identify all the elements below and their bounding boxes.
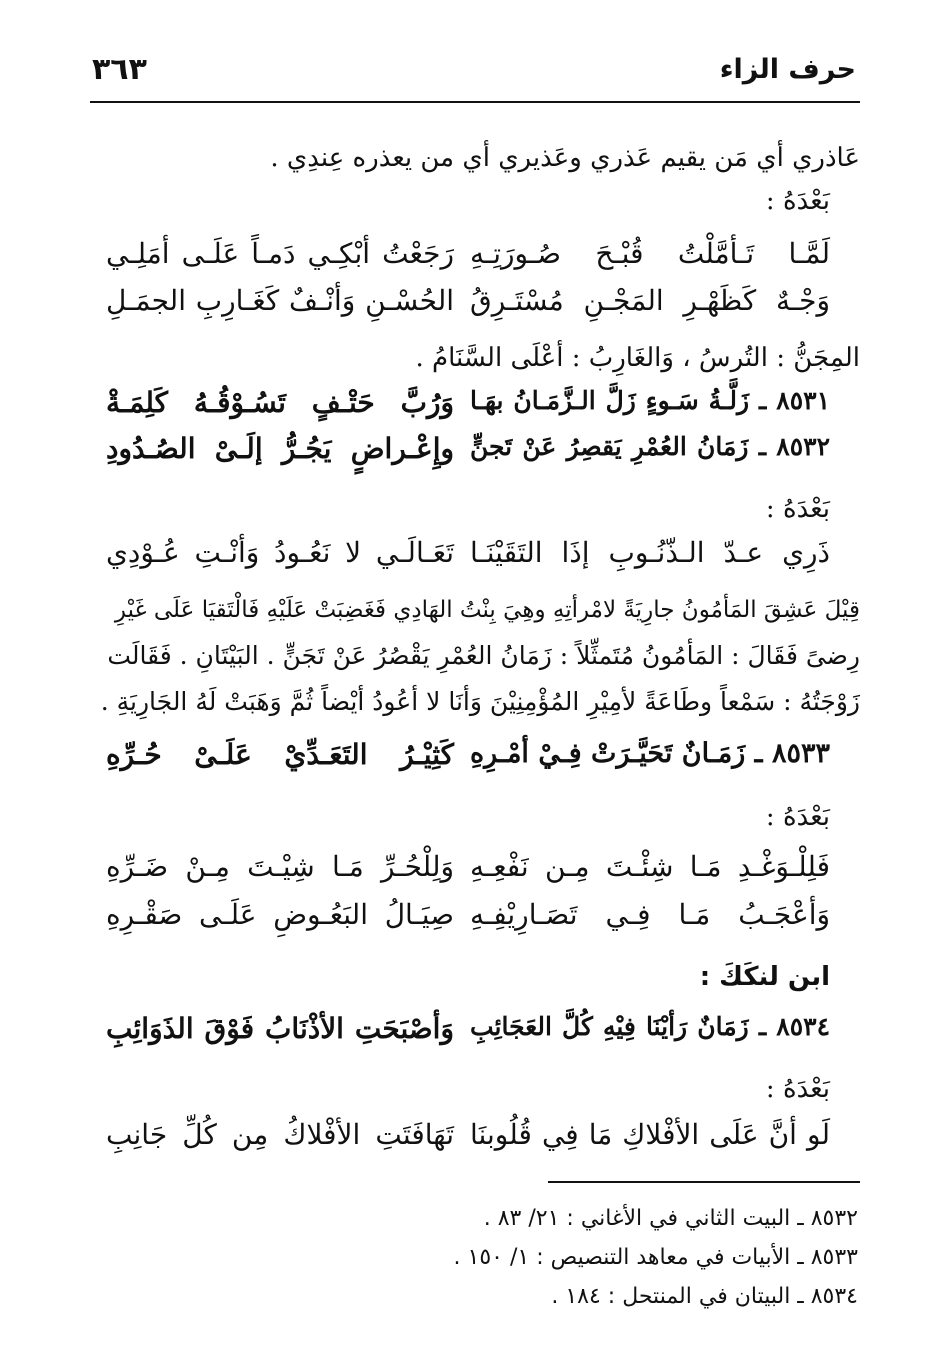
entry-8534-left: وَأصْبَحَتِ الأذْنَابُ فَوْقَ الذَوَائِبِ [106, 1012, 454, 1045]
page-number: ٣٦٣ [92, 52, 147, 87]
verse-3-right: ذَرِي عـدّ الـذّنُـوبِ إذَا التَقَيْنَـا [470, 536, 830, 569]
entry-8533-left: كَثِيْـرُ التَعَـدِّيْ عَلَـىْ حُـرِّهِ [106, 738, 454, 771]
verse-3-left: تَعَـالَـي لا نَعُـودُ وَأنْـتِ عُـوْدِي [106, 536, 454, 569]
story-line-3: زَوْجَتُهُ : سَمْعاً وطَاعَةً لأمِيْرِ المُؤْمِنِيْنَ وَأنَا لا أعُودُ أيْضاً ثُمَّ وَهَبَتْ لَهُ الجَارِيَةِ . [100, 687, 860, 716]
verse-4-left: وَلِلْحُـرِّ مَـا شِيْـتَ مِـنْ ضَـرِّهِ [106, 850, 454, 883]
gloss-note: المِجَنُّ : التُرسُ ، وَالغَارِبُ : أعْلَى السَّنَامُ . [415, 343, 860, 373]
entry-8531-left: وَرُبَّ حَتْـفٍ تَسُـوْقُـهُ كَلِمَـةْ [106, 386, 454, 419]
verse-4-right: فَلِلْـوَغْـدِ مَـا شِئْـتَ مِـن نَفْعِـهِ [470, 850, 830, 883]
entry-8532-right: ٨٥٣٢ ـ زَمَانُ العُمْرِ يَقصِرُ عَنْ تَجنٍّ [470, 432, 830, 461]
footnote: ٨٥٣٣ ـ الأبيات في معاهد التنصيص : ١/ ١٥٠ . [453, 1245, 858, 1270]
entry-8531-right: ٨٥٣١ ـ زَلَّـةُ سَـوءٍ زَلَّ الـزَّمَـانُ بهَـا [470, 386, 830, 415]
verse-6-right: لَو أنَّ عَلَى الأفْلاكِ مَا فِي قُلُوبنَا [470, 1118, 830, 1151]
ba3dahu-label: بَعْدَهُ : [765, 802, 830, 832]
ba3dahu-label: بَعْدَهُ : [765, 186, 830, 216]
verse-2-left: الحُسْـنِ وَأنْـفٌ كَغَـارِبِ الجمَـلِ [106, 284, 454, 317]
ba3dahu-label: بَعْدَهُ : [765, 494, 830, 524]
poet-attribution: ابن لنكَكَ : [699, 962, 830, 992]
verse-1-right: لَمَّـا تَـأمَّلْتُ قُبْـحَ صُـورَتِـهِ [470, 237, 830, 270]
verse-1-left: رَجَعْتُ أبْكِـي دَمـاً عَلَـى أمَلِـي [106, 237, 454, 270]
running-header-title: حرف الزاء [719, 54, 856, 85]
footnote: ٨٥٣٤ ـ البيتان في المنتحل : ١٨٤ . [551, 1284, 858, 1309]
entry-8533-right: ٨٥٣٣ ـ زَمَـانٌ تَحَيَّـرَتْ فِـيْ أمْـرِهِ [470, 738, 830, 769]
footnote-rule [548, 1181, 860, 1183]
verse-6-left: تَهَافَتَتِ الأفْلاكُ مِن كُلِّ جَانِبِ [106, 1118, 454, 1151]
verse-5-left: صِيَـالُ البَعُـوضِ عَلَـى صَقْـرِهِ [106, 898, 454, 931]
footnote: ٨٥٣٢ ـ البيت الثاني في الأغاني : ٢١/ ٨٣ . [483, 1206, 858, 1231]
story-line-1: قِيْلَ عَشِقَ المَأمُونُ جارِيَةً لامْرأتِهِ وهِيَ بِنْتُ الهَادِي فَغَضِبَتْ عَلَيْهِ فَالْتَقيَا عَلَى غَيْرِ [114, 597, 860, 623]
entry-8534-right: ٨٥٣٤ ـ زَمَانٌ رَأيْنَا فِيْهِ كُلَّ العَجَائِبِ [470, 1012, 830, 1041]
header-rule [90, 101, 860, 103]
entry-8532-left: وإِعْـراضٍ يَجُـرُّ إلَـىْ الصُـدُودِ [106, 432, 454, 465]
verse-2-right: وَجْـهٌ كَظَهْـرِ المَجْـنِ مُسْتَـرِقُ [470, 284, 830, 317]
story-line-2: رِضىً فَقَالَ : المَأمُونُ مُتَمثِّلاً : زَمَانُ العُمْرِ يَقْصُرُ عَنْ تَجَنٍّ . البَيْتَانِ . فَقَالَت [107, 641, 860, 670]
verse-5-right: وَأعْجَـبُ مَـا فِـي تَصَـارِيْفِـهِ [470, 898, 830, 931]
ba3dahu-label: بَعْدَهُ : [765, 1074, 830, 1104]
intro-paragraph: عَاذري أي مَن يقيم عَذري وعَذيري أي من يعذره عِندِي . [270, 143, 860, 173]
